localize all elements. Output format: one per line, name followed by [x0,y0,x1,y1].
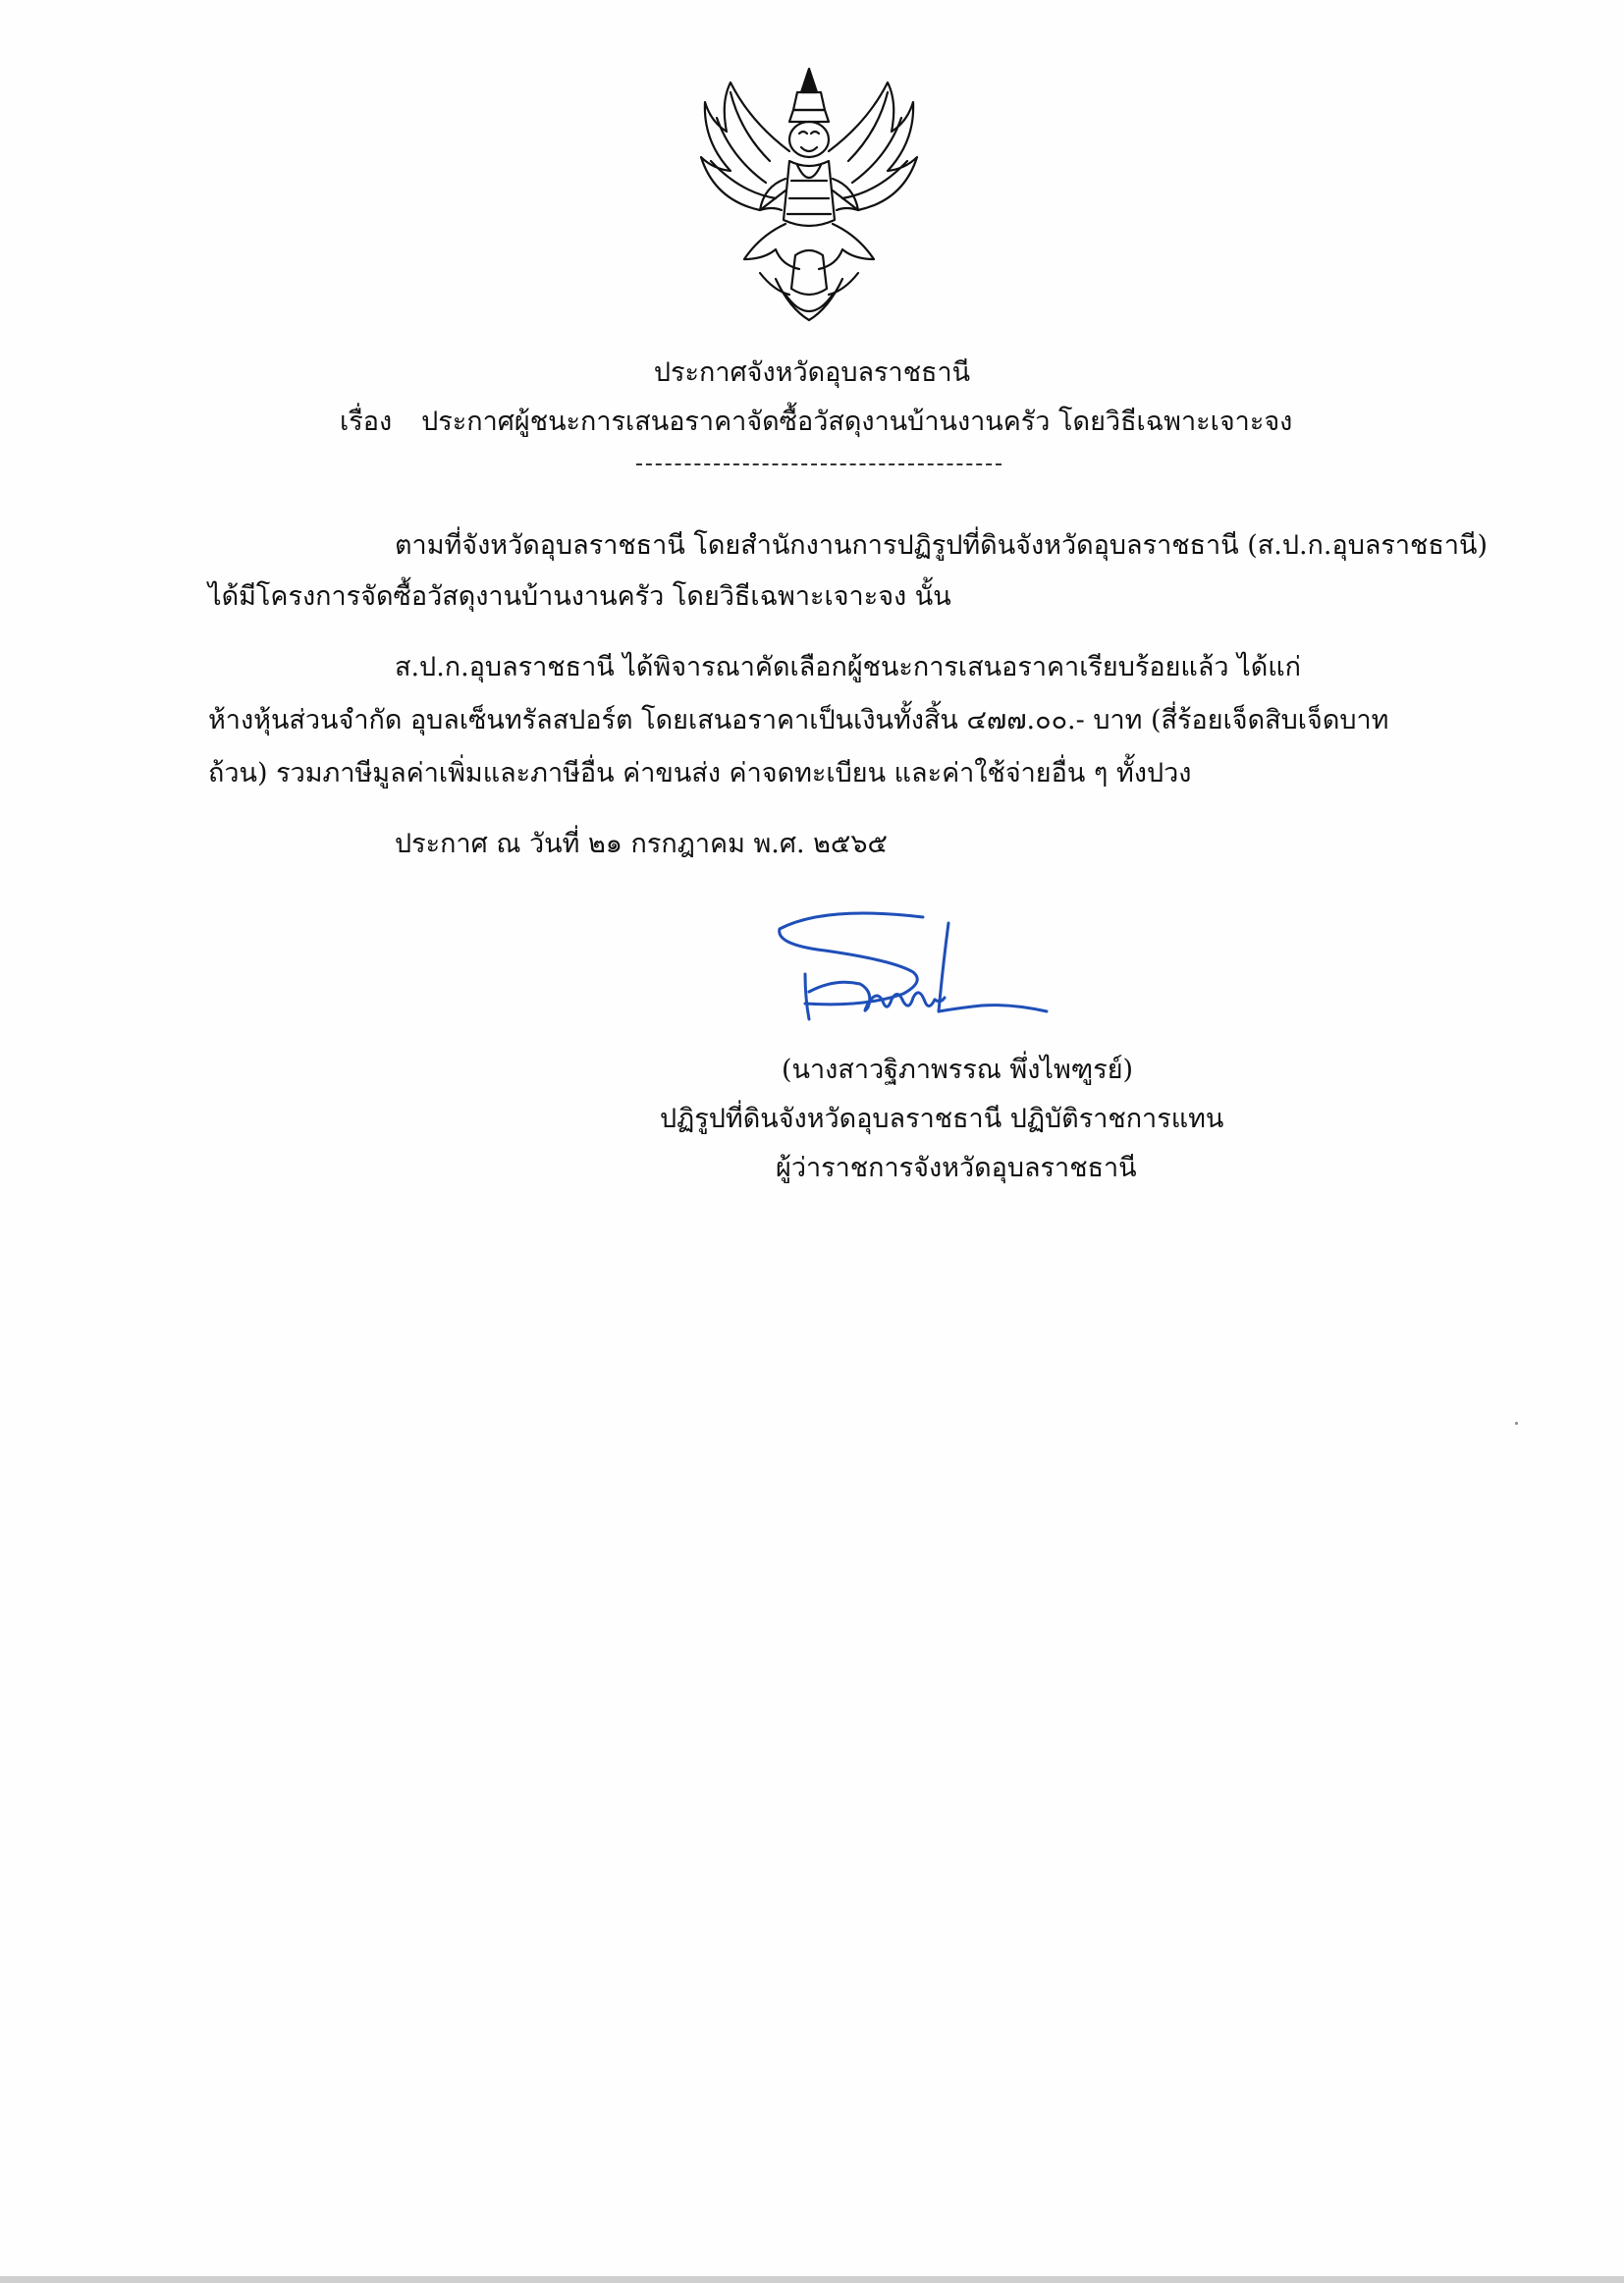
signatory-name: (นางสาวฐิภาพรรณ พึ่งไพฑูรย์) [782,1055,1134,1085]
garuda-emblem-icon [691,63,927,330]
signatory-position-line-1: ปฏิรูปที่ดินจังหวัดอุบลราชธานี ปฏิบัติราชการแทน [660,1104,1224,1134]
paragraph-1-line-1: ตามที่จังหวัดอุบลราชธานี โดยสำนักงานการปฏิรูปที่ดินจังหวัดอุบลราชธานี (ส.ป.ก.อุบลราชธานี) [395,530,1488,561]
scan-speck [1515,1422,1518,1425]
title-divider [636,463,1001,465]
document-subject [340,405,1292,440]
signature-icon [766,909,1070,1037]
subject-label: เรื่อง [340,407,393,437]
paragraph-2-line-2: ห้างหุ้นส่วนจำกัด อุบลเซ็นทรัลสปอร์ต โดยเสนอราคาเป็นเงินทั้งสิ้น ๔๗๗.๐๐.- บาท (สี่ร้อยเจ็ดสิบเจ็ดบาท [208,705,1389,735]
paragraph-1-line-2: ได้มีโครงการจัดซื้อวัสดุงานบ้านงานครัว โดยวิธีเฉพาะเจาะจง นั้น [208,581,951,612]
announcement-date: ประกาศ ณ วันที่ ๒๑ กรกฎาคม พ.ศ. ๒๕๖๕ [395,829,888,859]
scan-bottom-edge [0,2276,1624,2283]
signatory-position-line-2: ผู้ว่าราชการจังหวัดอุบลราชธานี [776,1153,1137,1183]
subject-text: ประกาศผู้ชนะการเสนอราคาจัดซื้อวัสดุงานบ้านงานครัว โดยวิธีเฉพาะเจาะจง [421,407,1293,437]
paragraph-2-line-1: ส.ป.ก.อุบลราชธานี ได้พิจารณาคัดเลือกผู้ชนะการเสนอราคาเรียบร้อยแล้ว ได้แก่ [395,652,1301,682]
document-title: ประกาศจังหวัดอุบลราชธานี [653,357,971,388]
paragraph-2-line-3: ถ้วน) รวมภาษีมูลค่าเพิ่มและภาษีอื่น ค่าขนส่ง ค่าจดทะเบียน และค่าใช้จ่ายอื่น ๆ ทั้งปวง [208,758,1192,788]
